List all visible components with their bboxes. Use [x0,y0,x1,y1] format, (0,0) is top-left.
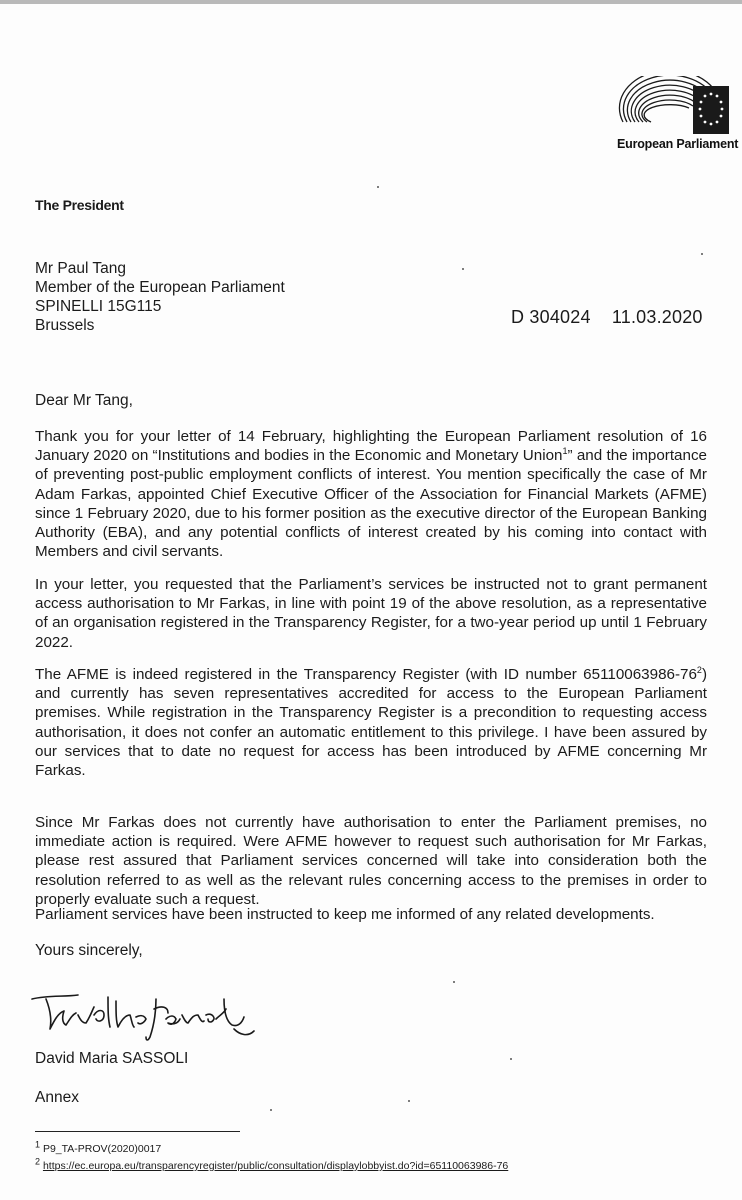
footnote-2-mark: 2 [35,1156,41,1167]
footnote-1-text: P9_TA-PROV(2020)0017 [42,1143,162,1155]
paragraph-1 [35,427,707,561]
scan-speck [510,1058,512,1060]
paragraph-3 [35,665,707,780]
scan-speck [453,981,455,983]
recipient-line: SPINELLI 15G115 [35,298,162,315]
annex-label: Annex [35,1089,79,1106]
footnote-1 [35,1139,162,1155]
paragraph-1-text-b: ” and the importance of preventing post-public employment conflicts of interest. You mention specifically the case of Mr Adam Farkas, appointed Chief Executive Officer of the Association for Financial Markets (AFME) since 1 February 2020, due to his former position as the executive director of the European Banking Authority (EBA), and any potential conflicts of interest created by his coming into contact with Members and civil servants. [35,447,707,561]
reference-number: D 304024 [511,307,591,327]
logo-caption: European Parliament [617,137,739,151]
document-reference [511,307,703,328]
scan-speck [701,253,703,255]
footnote-2 [35,1156,509,1172]
scan-speck [377,186,379,188]
footnote-1-mark: 1 [35,1139,41,1150]
scan-speck [408,1100,410,1102]
salutation: Dear Mr Tang, [35,392,133,409]
scan-top-edge [0,0,742,4]
recipient-address [35,259,285,335]
footnote-ref-2: 2 [696,664,702,675]
scan-speck [270,1109,272,1111]
paragraph-1-text-a: Thank you for your letter of 14 February, highlighting the European Parliament resolution of 16 January 2020 on “Institutions and bodies in the Economic and Monetary Union [35,428,707,465]
recipient-line: Brussels [35,317,95,334]
sender-title: The President [35,197,124,213]
signer-name: David Maria SASSOLI [35,1050,189,1067]
recipient-line: Member of the European Parliament [35,279,285,296]
scan-speck [462,268,464,270]
paragraph-5: Parliament services have been instructed to keep me informed of any related developments. [35,906,655,923]
paragraph-3-text-a: The AFME is indeed registered in the Transparency Register (with ID number 65110063986-76 [35,666,697,683]
footnote-separator [35,1131,240,1132]
hemicycle-flag-icon [613,76,733,138]
paragraph-2: In your letter, you requested that the Parliament’s services be instructed not to grant permanent access authorisation to Mr Farkas, in line with point 19 of the above resolution, as a representative of an organisation registered in the Transparency Register, for a two-year period up until 1 February 2022. [35,576,707,651]
closing: Yours sincerely, [35,942,143,959]
footnote-2-link[interactable]: https://ec.europa.eu/transparencyregister/public/consultation/displaylobbyist.do?id=65110063986-76 [42,1160,509,1172]
reference-date: 11.03.2020 [611,307,703,327]
handwritten-signature [28,985,258,1045]
paragraph-3-text-b: ) and currently has seven representatives accredited for access to the European Parliament premises. While registration in the Transparency Register is a precondition to requesting access authorisation, it does not confer an automatic entitlement to this privilege. I have been assured by our services that to date no request for access has been introduced by AFME concerning Mr Farkas. [35,666,707,780]
paragraph-4: Since Mr Farkas does not currently have authorisation to enter the Parliament premises, no immediate action is required. Were AFME however to request such authorisation for Mr Farkas, please rest assured that Parliament services concerned will take into consideration both the resolution referred to as well as the relevant rules concerning access to the premises in order to properly evaluate such a request. [35,814,707,908]
recipient-line: Mr Paul Tang [35,260,127,277]
footnote-ref-1: 1 [562,446,568,457]
